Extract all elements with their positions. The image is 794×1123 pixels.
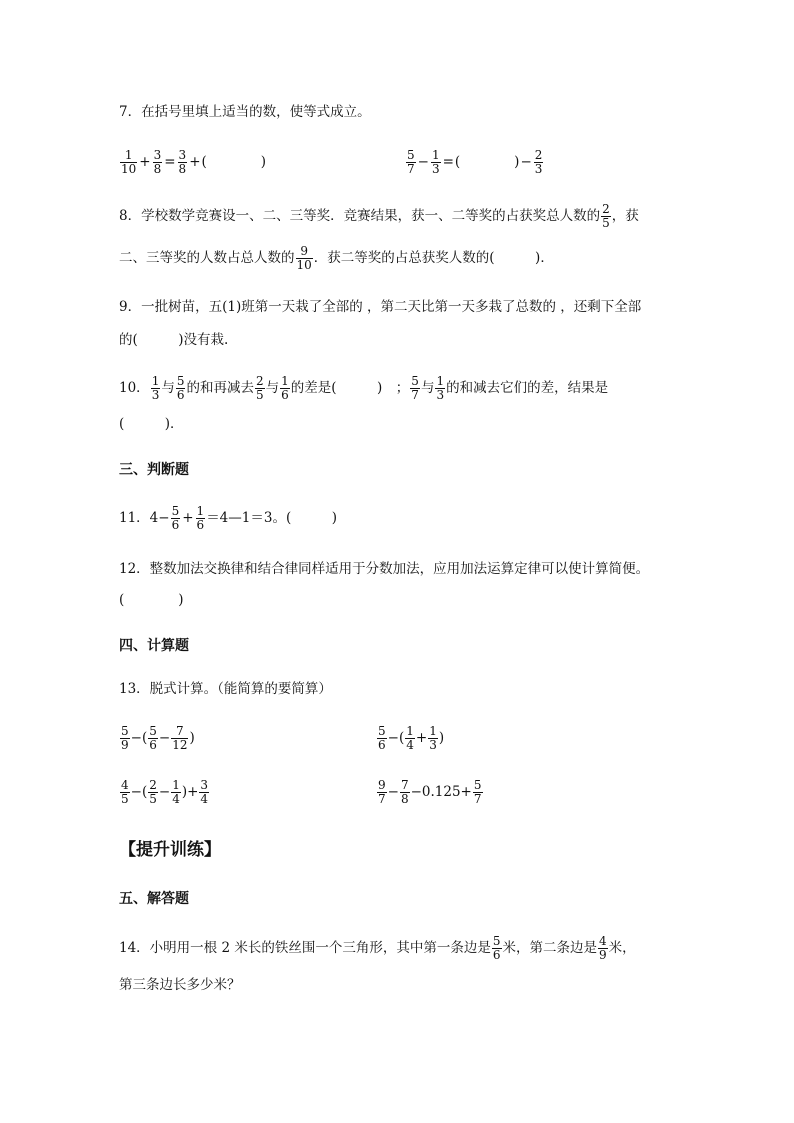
fraction: $\frac{5}{6}$ (171, 503, 180, 532)
q7-equation-a: $\frac{1}{10}$ + $\frac{3}{8}$ = $\frac{3}{8}$ + ( ) (121, 147, 267, 176)
fraction: $\frac{1}{4}$ (172, 777, 180, 806)
section-heading-enhancement: 【提升训练】 (119, 840, 221, 860)
q10-line-2[interactable]: ( )． (119, 416, 184, 432)
q8-line-2: 二、三等奖的人数占总人数的 $\frac{9}{10}$ ．获二等奖的占总获奖人数的( )． (119, 243, 554, 272)
fraction: $\frac{1}{10}$ (121, 147, 137, 176)
fraction: $\frac{3}{8}$ (153, 147, 162, 176)
fraction: $\frac{1}{3}$ (431, 147, 440, 176)
fraction: $\frac{1}{3}$ (429, 723, 437, 752)
fraction: $\frac{5}{9}$ (121, 723, 129, 752)
fraction: $\frac{3}{8}$ (178, 147, 187, 176)
q7-equation-b: $\frac{5}{7}$ − $\frac{1}{3}$ = ( ) − $\frac{2}{3}$ (407, 147, 543, 176)
fraction: $\frac{4}{9}$ (599, 933, 607, 962)
fraction: $\frac{5}{7}$ (411, 373, 419, 402)
fraction: $\frac{5}{6}$ (176, 373, 185, 402)
fraction: $\frac{1}{6}$ (281, 373, 289, 402)
fraction: $\frac{5}{6}$ (149, 723, 157, 752)
answer-blank[interactable]: ( ) (454, 154, 520, 170)
answer-blank[interactable]: ( ) (201, 154, 267, 170)
q12-line-1: 12．整数加法交换律和结合律同样适用于分数加法，应用加法运算定律可以使计算简便。 (119, 561, 650, 577)
fraction: $\frac{9}{10}$ (296, 243, 312, 272)
q8-line-1: 8．学校数学竞赛设一、二、三等奖．竞赛结果，获一、二等奖的占获奖总人数的 $\frac{2}{5}$ ，获 (119, 201, 639, 230)
q12-answer-blank[interactable]: ( ) (119, 592, 184, 608)
fraction: $\frac{5}{6}$ (492, 933, 501, 962)
fraction: $\frac{2}{5}$ (255, 373, 264, 402)
fraction: $\frac{1}{6}$ (196, 503, 205, 532)
fraction: $\frac{2}{5}$ (149, 777, 157, 806)
fraction: $\frac{1}{3}$ (151, 373, 160, 402)
fraction: $\frac{5}{7}$ (407, 147, 415, 176)
q11-line: 11．4− $\frac{5}{6}$ + $\frac{1}{6}$ ＝4—1＝3。( ) (119, 503, 337, 532)
section-heading-judgement: 三、判断题 (119, 462, 189, 478)
fraction: $\frac{7}{12}$ (172, 723, 188, 752)
q14-line-1: 14．小明用一根 2 米长的铁丝围一个三角形，其中第一条边是 $\frac{5}{6}$ 米，第二条边是 $\frac{4}{9}$ 米， (119, 933, 636, 962)
fraction: $\frac{1}{3}$ (436, 373, 445, 402)
fraction: $\frac{4}{5}$ (121, 777, 129, 806)
fraction: $\frac{5}{7}$ (473, 777, 482, 806)
q13-expression-3: $\frac{4}{5}$ −( $\frac{2}{5}$ − $\frac{1}{4}$ )+ $\frac{3}{4}$ (121, 777, 209, 806)
q7-prompt: 7．在括号里填上适当的数，使等式成立。 (119, 104, 371, 120)
q13-expression-1: $\frac{5}{9}$ −( $\frac{5}{6}$ − $\frac{7}{12}$ ) (121, 723, 195, 752)
fraction: $\frac{7}{8}$ (400, 777, 409, 806)
fraction: $\frac{3}{4}$ (200, 777, 209, 806)
fraction: $\frac{2}{5}$ (602, 201, 610, 230)
fraction: $\frac{5}{6}$ (378, 723, 386, 752)
q9-line-1: 9．一批树苗，五(1)班第一天栽了全部的 ，第二天比第一天多栽了总数的 ，还剩下全部 (119, 299, 642, 315)
fraction: $\frac{2}{3}$ (534, 147, 543, 176)
q14-line-2: 第三条边长多少米？ (119, 977, 241, 993)
section-heading-calculation: 四、计算题 (119, 638, 189, 654)
q13-prompt: 13．脱式计算。（能简算的要简算） (119, 681, 332, 697)
q9-line-2: 的( )没有栽. (119, 332, 229, 348)
fraction: $\frac{9}{7}$ (378, 777, 386, 806)
q10-line-1: 10． $\frac{1}{3}$ 与 $\frac{5}{6}$ 的和再减去 $\frac{2}{5}$ 与 $\frac{1}{6}$ 的差是( ) ； $\frac{5}{7}$ 与 $\frac{1}{3}$ 的和减去它们的差，结果是 (119, 373, 609, 402)
q13-expression-2: $\frac{5}{6}$ −( $\frac{1}{4}$ + $\frac{1}{3}$ ) (378, 723, 445, 752)
q13-expression-4: $\frac{9}{7}$ − $\frac{7}{8}$ −0.125+ $\frac{5}{7}$ (378, 777, 482, 806)
fraction: $\frac{1}{4}$ (406, 723, 414, 752)
section-heading-answer: 五、解答题 (119, 891, 189, 907)
